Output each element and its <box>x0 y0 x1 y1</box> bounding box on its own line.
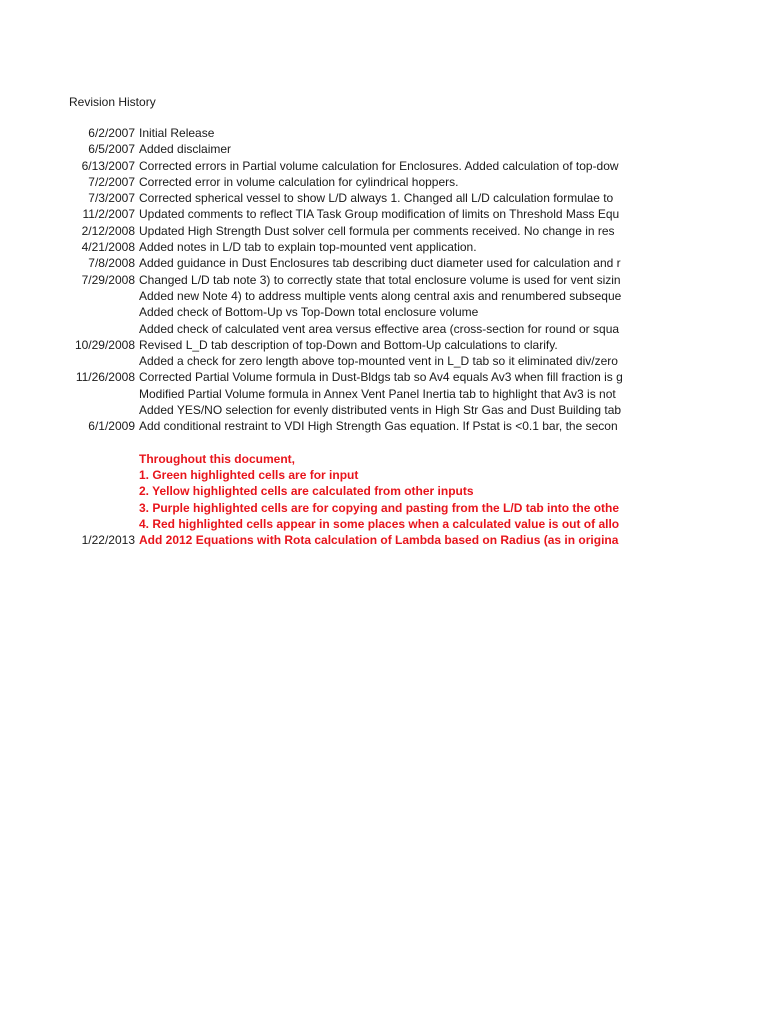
revision-row <box>0 174 644 190</box>
revision-date: 7/29/2008 <box>81 272 135 287</box>
note-text: 1. Green highlighted cells are for input <box>139 467 359 482</box>
revision-row <box>0 206 644 222</box>
revision-description: Corrected error in volume calculation for cylindrical hoppers. <box>139 174 459 189</box>
revision-date: 6/5/2007 <box>88 142 135 157</box>
revision-description: Updated High Strength Dust solver cell formula per comments received. No change in res <box>139 223 615 238</box>
revision-description: Added a check for zero length above top-mounted vent in L_D tab so it eliminated div/zero <box>139 354 618 369</box>
revision-row <box>0 288 644 304</box>
revision-row <box>0 239 644 255</box>
revision-description: Added new Note 4) to address multiple vents along central axis and renumbered subseque <box>139 288 622 303</box>
revision-list <box>0 125 644 548</box>
revision-description: Added check of calculated vent area versus effective area (cross-section for round or squa <box>139 321 620 336</box>
revision-row <box>0 158 644 174</box>
revision-description: Added YES/NO selection for evenly distributed vents in High Str Gas and Dust Building tab <box>139 403 622 418</box>
revision-row <box>0 125 644 141</box>
note-text: Throughout this document, <box>139 451 295 466</box>
revision-description: Add conditional restraint to VDI High Strength Gas equation. If Pstat is <0.1 bar, the secon <box>139 419 618 434</box>
revision-description: Add 2012 Equations with Rota calculation of Lambda based on Radius (as in origina <box>139 533 619 548</box>
revision-date: 6/2/2007 <box>88 126 135 140</box>
revision-description: Modified Partial Volume formula in Annex Vent Panel Inertia tab to highlight that Av3 is not <box>139 386 616 401</box>
revision-row <box>0 386 644 402</box>
revision-description: Corrected Partial Volume formula in Dust-Bldgs tab so Av4 equals Av3 when fill fraction is g <box>139 370 623 385</box>
note-row <box>0 500 644 516</box>
revision-date: 11/2/2007 <box>82 207 135 222</box>
revision-date: 7/3/2007 <box>88 191 135 206</box>
revision-description: Added guidance in Dust Enclosures tab describing duct diameter used for calculation and r <box>139 256 621 271</box>
note-row <box>0 516 644 532</box>
revision-row <box>0 369 644 385</box>
revision-row <box>0 353 644 369</box>
revision-row <box>0 223 644 239</box>
revision-date: 7/2/2007 <box>88 174 135 189</box>
revision-row <box>0 190 644 206</box>
blank-row <box>0 435 644 451</box>
revision-date: 1/22/2013 <box>81 533 135 548</box>
page-title: Revision History <box>69 95 156 109</box>
note-text: 2. Yellow highlighted cells are calculated from other inputs <box>139 484 474 499</box>
revision-row <box>0 304 644 320</box>
revision-row <box>0 141 644 157</box>
revision-description: Added disclaimer <box>139 142 232 157</box>
revision-date: 10/29/2008 <box>74 337 135 352</box>
revision-date: 4/21/2008 <box>81 240 135 255</box>
revision-date: 11/26/2008 <box>75 370 135 385</box>
revision-description: Initial Release <box>139 126 215 140</box>
revision-date: 7/8/2008 <box>88 256 135 271</box>
revision-row <box>0 418 644 434</box>
revision-description: Corrected spherical vessel to show L/D always 1. Changed all L/D calculation formulae to <box>139 191 614 206</box>
revision-row <box>0 337 644 353</box>
note-row <box>0 451 644 467</box>
note-text: 3. Purple highlighted cells are for copying and pasting from the L/D tab into the othe <box>139 500 620 515</box>
revision-date: 6/13/2007 <box>81 158 135 173</box>
revision-row <box>0 402 644 418</box>
revision-row <box>0 255 644 271</box>
note-row <box>0 467 644 483</box>
revision-description: Updated comments to reflect TIA Task Group modification of limits on Threshold Mass Equ <box>139 207 620 222</box>
note-row <box>0 483 644 499</box>
note-text: 4. Red highlighted cells appear in some places when a calculated value is out of allo <box>139 516 620 531</box>
revision-description: Revised L_D tab description of top-Down and Bottom-Up calculations to clarify. <box>139 337 558 352</box>
revision-description: Added check of Bottom-Up vs Top-Down total enclosure volume <box>139 305 479 320</box>
revision-row <box>0 272 644 288</box>
revision-description: Corrected errors in Partial volume calculation for Enclosures. Added calculation of top-dow <box>139 158 619 173</box>
revision-description: Changed L/D tab note 3) to correctly state that total enclosure volume is used for vent sizin <box>139 272 621 287</box>
revision-date: 6/1/2009 <box>88 419 135 434</box>
revision-row <box>0 321 644 337</box>
revision-description: Added notes in L/D tab to explain top-mounted vent application. <box>139 240 477 255</box>
revision-row-2013 <box>0 532 644 548</box>
revision-date: 2/12/2008 <box>81 223 135 238</box>
